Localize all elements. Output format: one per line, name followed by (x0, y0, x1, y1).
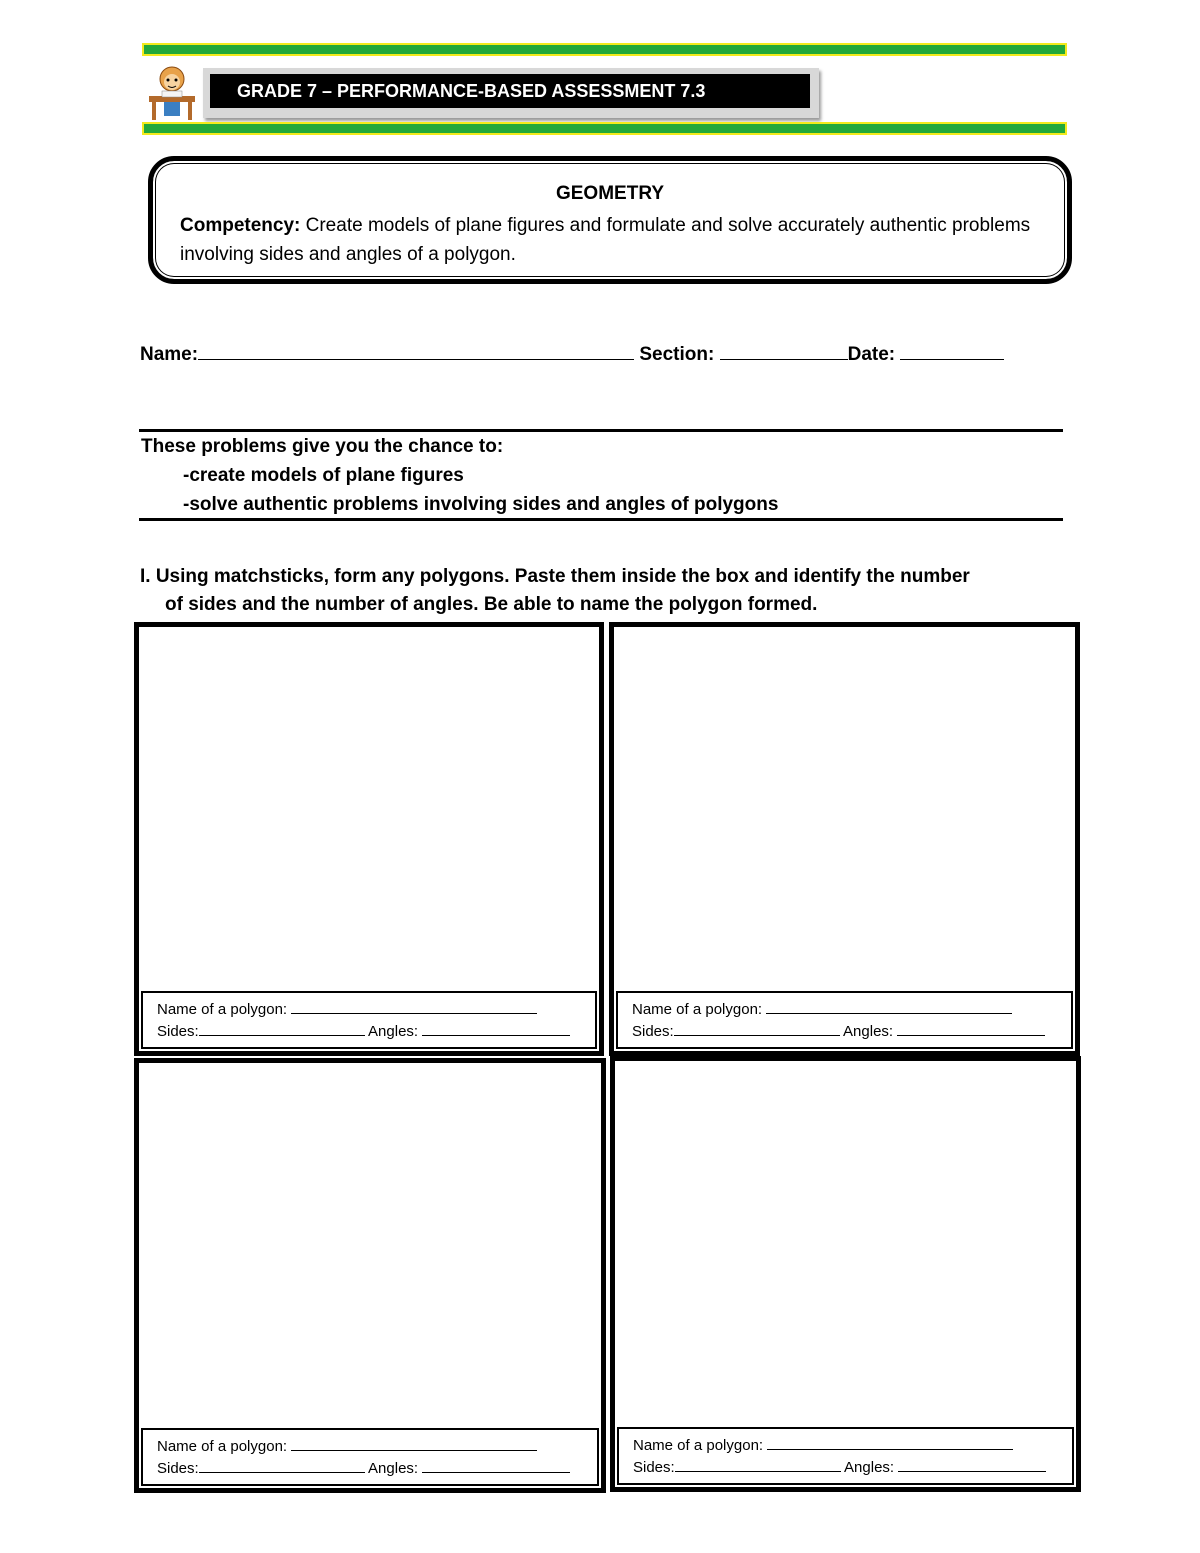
objectives-intro: These problems give you the chance to: (141, 436, 504, 457)
polygon-box-footer (141, 991, 597, 1049)
angles-field[interactable] (897, 1021, 1045, 1036)
top-green-bar (142, 43, 1067, 56)
page-title: GRADE 7 – PERFORMANCE-BASED ASSESSMENT 7.3 (210, 74, 810, 108)
sides-label: Sides: (157, 1460, 199, 1477)
competency-description: Create models of plane figures and formulate and solve accurately authentic problems involving sides and angles of a polygon. (180, 215, 1031, 265)
angles-field[interactable] (422, 1021, 570, 1036)
polygon-name-label: Name of a polygon: (632, 1001, 763, 1018)
date-field[interactable] (900, 345, 1004, 360)
sides-label: Sides: (157, 1023, 199, 1040)
objective-item: -create models of plane figures (183, 465, 464, 486)
polygon-name-field[interactable] (767, 1435, 1013, 1450)
competency-text (180, 211, 1047, 269)
sides-label: Sides: (633, 1459, 675, 1476)
student-at-desk-icon (146, 62, 198, 122)
name-field[interactable] (198, 345, 634, 360)
angles-field[interactable] (422, 1458, 570, 1473)
angles-label: Angles: (368, 1023, 419, 1040)
instruction-line-1: I. Using matchsticks, form any polygons. Paste them inside the box and identify the number (140, 566, 970, 587)
polygon-box-4[interactable] (610, 1056, 1081, 1492)
date-label: Date: (847, 344, 896, 365)
polygon-name-field[interactable] (766, 999, 1012, 1014)
section-field[interactable] (720, 345, 848, 360)
instruction-line-2: of sides and the number of angles. Be able to name the polygon formed. (165, 594, 818, 615)
polygon-name-field[interactable] (291, 1436, 537, 1451)
polygon-box-footer (616, 991, 1073, 1049)
angles-label: Angles: (844, 1459, 895, 1476)
sides-label: Sides: (632, 1023, 674, 1040)
competency-box (148, 156, 1072, 284)
angles-label: Angles: (368, 1460, 419, 1477)
section-label: Section: (639, 344, 715, 365)
objectives-top-rule (139, 429, 1063, 432)
objectives-bottom-rule (139, 518, 1063, 521)
name-label: Name: (140, 344, 199, 365)
sides-field[interactable] (675, 1457, 841, 1472)
polygon-box-footer (617, 1427, 1074, 1485)
polygon-box-2[interactable] (609, 622, 1080, 1056)
polygon-name-label: Name of a polygon: (157, 1001, 288, 1018)
polygon-box-footer (141, 1428, 599, 1486)
angles-field[interactable] (898, 1457, 1046, 1472)
sides-field[interactable] (199, 1458, 365, 1473)
sides-field[interactable] (674, 1021, 840, 1036)
competency-label: Competency: (180, 215, 301, 236)
polygon-name-label: Name of a polygon: (157, 1438, 288, 1455)
sides-field[interactable] (199, 1021, 365, 1036)
subject-heading: GEOMETRY (555, 183, 665, 204)
polygon-box-1[interactable] (134, 622, 604, 1056)
polygon-name-field[interactable] (291, 999, 537, 1014)
angles-label: Angles: (843, 1023, 894, 1040)
polygon-name-label: Name of a polygon: (633, 1437, 764, 1454)
bottom-green-bar (142, 122, 1067, 135)
student-info-line (140, 344, 1004, 366)
polygon-box-3[interactable] (134, 1058, 606, 1493)
objective-item: -solve authentic problems involving sides and angles of polygons (183, 494, 779, 515)
